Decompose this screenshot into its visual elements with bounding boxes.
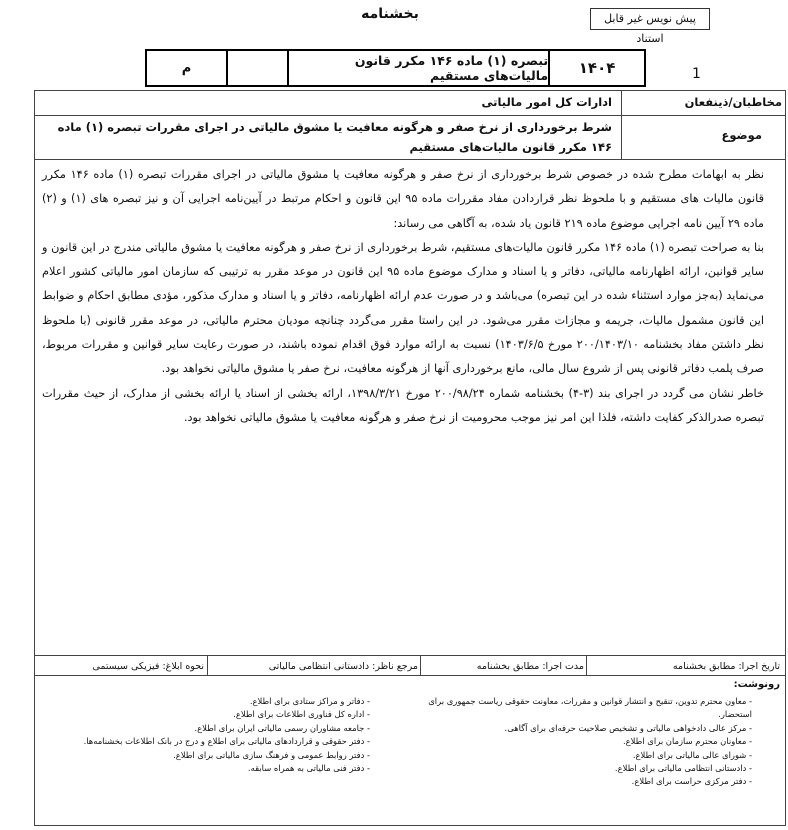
document-type-title: بخشنامه — [361, 6, 419, 22]
divider — [35, 159, 785, 160]
cc-list-right — [392, 695, 752, 789]
draft-notice-box: پیش نویس غیر قابل استناد — [590, 8, 710, 30]
cc-item: - دادستانی انتظامی مالیاتی برای اطلاع. — [614, 763, 752, 774]
cc-item: - مرکز عالی دادخواهی مالیاتی و تشخیص صلاحیت حرفه‌ای برای آگاهی. — [504, 722, 752, 733]
recipients-value: ادارات کل امور مالیاتی — [481, 95, 612, 109]
cc-item: - معاونان محترم سازمان برای اطلاع. — [623, 736, 752, 747]
cc-list-left — [40, 695, 370, 775]
divider — [35, 115, 785, 116]
body-paragraph: بنا به صراحت تبصره (۱) ماده ۱۴۶ مکرر قانون مالیات‌های مستقیم، شرط برخورداری از نرخ صفر و هرگونه معافیت یا مشوق مالیاتی مندرج در این قانون و سایر قوانین، ارائه اظهارنامه مالیاتی، دفاتر و یا اسناد و مدارک موضوع ماده ۹۵ این قانون در موعد مقرر به ترتیبی که سازمان امور مالیاتی کشور اعلام می‌نماید (به‌جز موارد استثناء شده در این تبصره) می‌باشد و در صورت عدم ارائه اظهارنامه، دفاتر و یا اسناد و مدارک مذکور، مؤدی مطابق احکام و ضوابط این قانون مشمول مالیات، جریمه و مجازات مقرر می‌شود. در این راستا مقرر می‌گردد چنانچه مودیان محترم مالیاتی، در موعد مقرر قانونی (با ملحوظ نظر داشتن مفاد بخشنامه ۲۰۰/۱۴۰۳/۱۰ مورخ ۱۴۰۳/۶/۵) نسبت به ارائه موارد فوق اقدام نموده باشند، در صورت رعایت سایر قوانین و مقررات مربوط، صرف پلمب دفاتر قانونی پس از شروع سال مالی، مانع برخورداری آنها از هرگونه معافیت، نرخ صفر یا مشوق مالیاتی نخواهد بود. — [42, 240, 764, 376]
body-paragraph: نظر به ابهامات مطرح شده در خصوص شرط برخورداری از نرخ صفر و هرگونه معافیت یا مشوق مالیاتی در اجرای مقررات تبصره (۱) ماده ۱۴۶ مکرر قانون مالیات های مستقیم و با ملحوظ نظر قراردادن مفاد مقررات ماده ۹۵ این قانون و احکام مرتبط در آیین‌نامه اجرایی آن و نیز تبصره های (۱) و (۲) ماده ۲۹ آیین نامه اجرایی موضوع ماده ۲۱۹ قانون یاد شده، به آگاهی می رساند: — [42, 168, 764, 230]
divider — [35, 675, 785, 676]
execution-period: مدت اجرا: مطابق بخشنامه — [476, 661, 584, 672]
cc-item: - معاون محترم تدوین، تنقیح و انتشار قوانین و مقررات، معاونت حقوقی ریاست جمهوری برای استحضار. — [428, 696, 752, 720]
header-empty-cell — [226, 51, 287, 85]
cc-item: - جامعه مشاوران رسمی مالیاتی ایران برای اطلاع. — [194, 722, 370, 733]
document-header-table — [145, 49, 646, 87]
subject-value: شرط برخورداری از نرخ صفر و هرگونه معافیت یا مشوق مالیاتی در اجرای مقررات تبصره (۱) ماده ۱۴۶ مکرر قانون مالیات‌های مستقیم — [57, 120, 612, 154]
document-number: ۱۴۰۴ — [548, 51, 644, 85]
body-paragraph: خاطر نشان می گردد در اجرای بند (۳-۴) بخشنامه شماره ۲۰۰/۹۸/۲۴ مورخ ۱۳۹۸/۳/۲۱، ارائه بخشی از اسناد یا ارائه بخشی از مدارک، از حیث مقررات تبصره صدرالذکر کفایت داشته، فلذا این امر نیز موجب محرومیت از نرخ صفر و هرگونه معافیت یا مشوق مالیاتی نخواهد بود. — [42, 386, 764, 424]
cc-item: - دفاتر و مراکز ستادی برای اطلاع. — [249, 696, 370, 706]
divider — [207, 655, 208, 675]
cc-item: - دفتر روابط عمومی و فرهنگ سازی مالیاتی برای اطلاع. — [173, 749, 370, 760]
execution-date: تاریخ اجرا: مطابق بخشنامه — [672, 661, 780, 672]
document-body — [42, 163, 764, 430]
supervising-authority: مرجع ناظر: دادستانی انتظامی مالیاتی — [268, 661, 418, 672]
divider — [420, 655, 421, 675]
notification-method: نحوه ابلاغ: فیزیکی سیستمی — [92, 661, 204, 672]
law-reference: تبصره (۱) ماده ۱۴۶ مکرر قانون مالیات‌های مستقیم — [287, 51, 548, 85]
divider — [586, 655, 587, 675]
cc-item: - دفتر مرکزی حراست برای اطلاع. — [631, 776, 752, 787]
subject-label: موضوع — [721, 128, 762, 142]
recipients-label: مخاطبان/ذینفعان — [684, 95, 782, 109]
header-mark-cell: م — [181, 60, 192, 76]
cc-item: - اداره کل فناوری اطلاعات برای اطلاع. — [233, 709, 370, 720]
cc-item: - دفتر حقوقی و قراردادهای مالیاتی برای اطلاع و درج در بانک اطلاعات بخشنامه‌ها. — [83, 736, 370, 747]
cc-item: - شورای عالی مالیاتی برای اطلاع. — [632, 749, 752, 760]
side-mark: 1 — [692, 66, 701, 82]
cc-item: - دفتر فنی مالیاتی به همراه سابقه. — [247, 763, 370, 774]
cc-label: رونوشت: — [733, 679, 780, 690]
divider — [35, 655, 785, 656]
